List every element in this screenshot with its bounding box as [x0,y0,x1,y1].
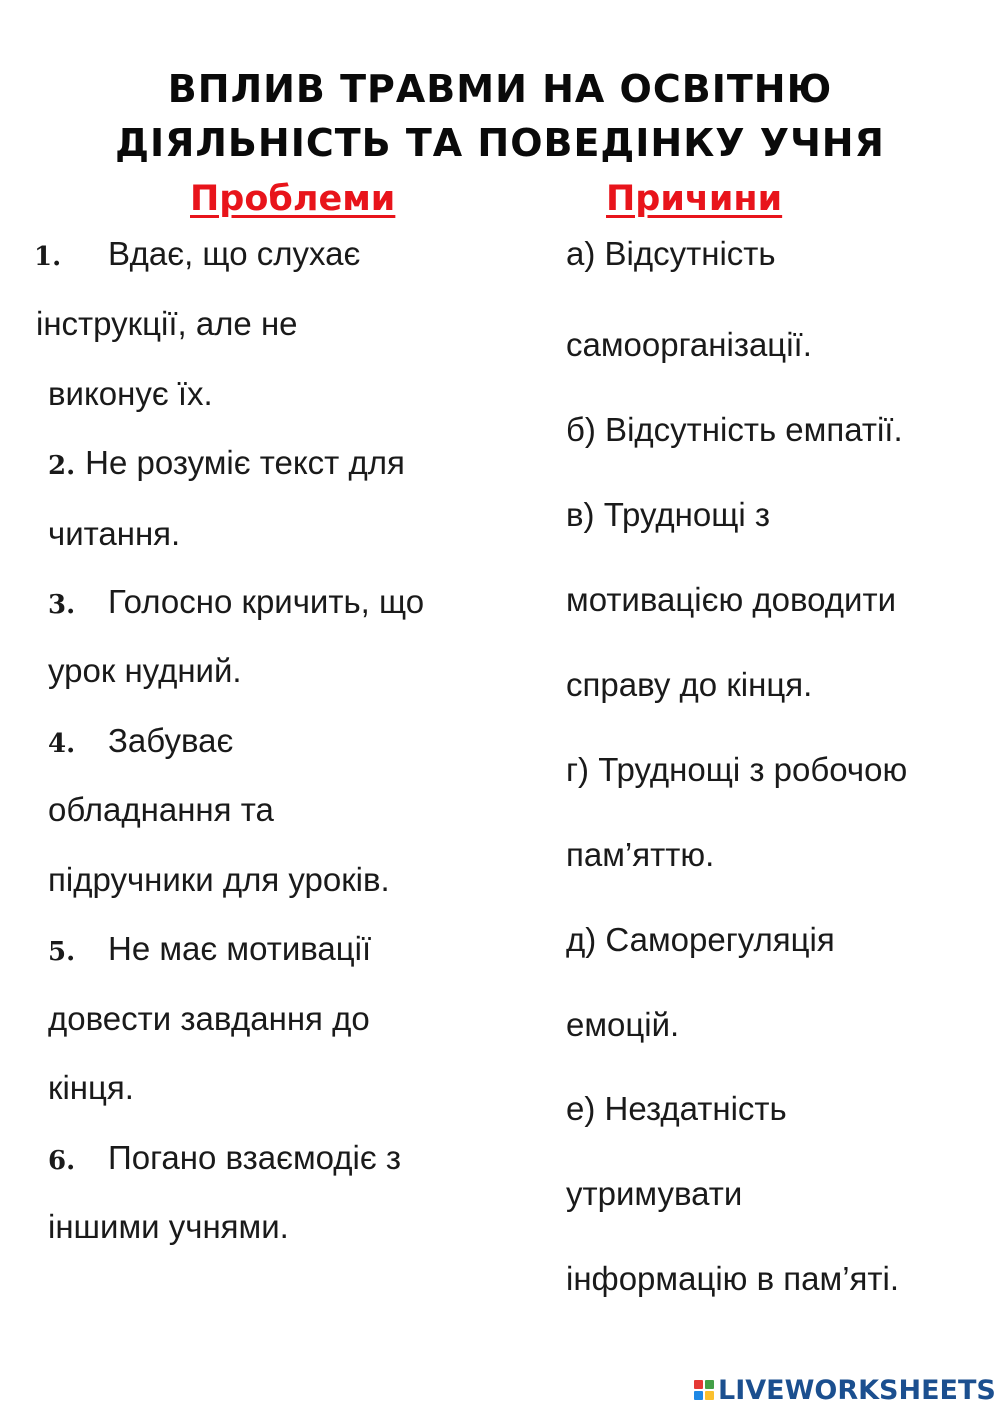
liveworksheets-logo [694,1373,996,1407]
problem-5-line-3: кінця. [48,1069,134,1106]
problem-2-number: 2. [48,451,76,481]
logo-block-yellow [705,1391,714,1400]
problem-5-number: 5. [48,937,76,967]
problem-5-text: Не має мотивації [108,930,372,967]
problem-6-text: Погано взаємодіє з [108,1139,402,1176]
problem-1-line-2: інструкції, але не [36,305,298,342]
logo-blocks-icon [694,1380,714,1400]
problem-6-line-1 [48,1138,401,1181]
problem-4-number: 4. [48,729,76,759]
problem-5-line-2: довести завдання до [48,1000,370,1037]
problem-1-line-1 [34,234,360,277]
problem-2-line-2: читання. [48,515,181,552]
problem-1-line-3: виконує їх. [48,375,213,412]
problems-heading: Проблеми [190,179,396,219]
problem-3-line-2: урок нудний. [48,652,242,689]
problem-1-text: Вдає, що слухає [108,235,361,272]
cause-v-line-2: мотивацією доводити [566,581,896,618]
cause-v-line-1: в) Труднощі з [566,496,770,533]
logo-block-red [694,1380,703,1389]
problem-4-text: Забуває [108,722,234,759]
cause-e-line-3: інформацію в пам’яті. [566,1260,900,1297]
cause-b-line-1: б) Відсутність емпатії. [566,411,903,448]
cause-d-line-1: д) Саморегуляція [566,921,835,958]
cause-a-line-1: а) Відсутність [566,235,776,272]
problem-1-number: 1. [34,242,62,272]
cause-g-line-2: пам’яттю. [566,836,715,873]
problem-2-text: Не розуміє текст для [85,444,405,481]
causes-heading: Причини [606,179,783,219]
title-line-2: ДІЯЛЬНІСТЬ ТА ПОВЕДІНКУ УЧНЯ [115,121,885,165]
problem-2-line-1 [48,443,405,486]
problem-3-text: Голосно кричить, що [108,583,425,620]
problem-4-line-2: обладнання та [48,791,274,828]
problem-4-line-1 [48,721,233,764]
problem-5-line-1 [48,929,371,972]
cause-g-line-1: г) Труднощі з робочою [566,751,908,788]
problem-3-number: 3. [48,590,76,620]
page-title [0,62,1000,170]
logo-block-blue [694,1391,703,1400]
logo-block-green [705,1380,714,1389]
title-line-1: ВПЛИВ ТРАВМИ НА ОСВІТНЮ [167,67,833,111]
problem-6-number: 6. [48,1146,76,1176]
cause-d-line-2: емоцій. [566,1006,680,1043]
problem-3-line-1 [48,582,424,625]
cause-a-line-2: самоорганізації. [566,326,812,363]
cause-e-line-2: утримувати [566,1175,743,1212]
logo-text: LIVEWORKSHEETS [718,1374,996,1406]
problem-6-line-2: іншими учнями. [48,1208,289,1245]
cause-v-line-3: справу до кінця. [566,666,813,703]
cause-e-line-1: е) Нездатність [566,1090,787,1127]
problem-4-line-3: підручники для уроків. [48,861,390,898]
